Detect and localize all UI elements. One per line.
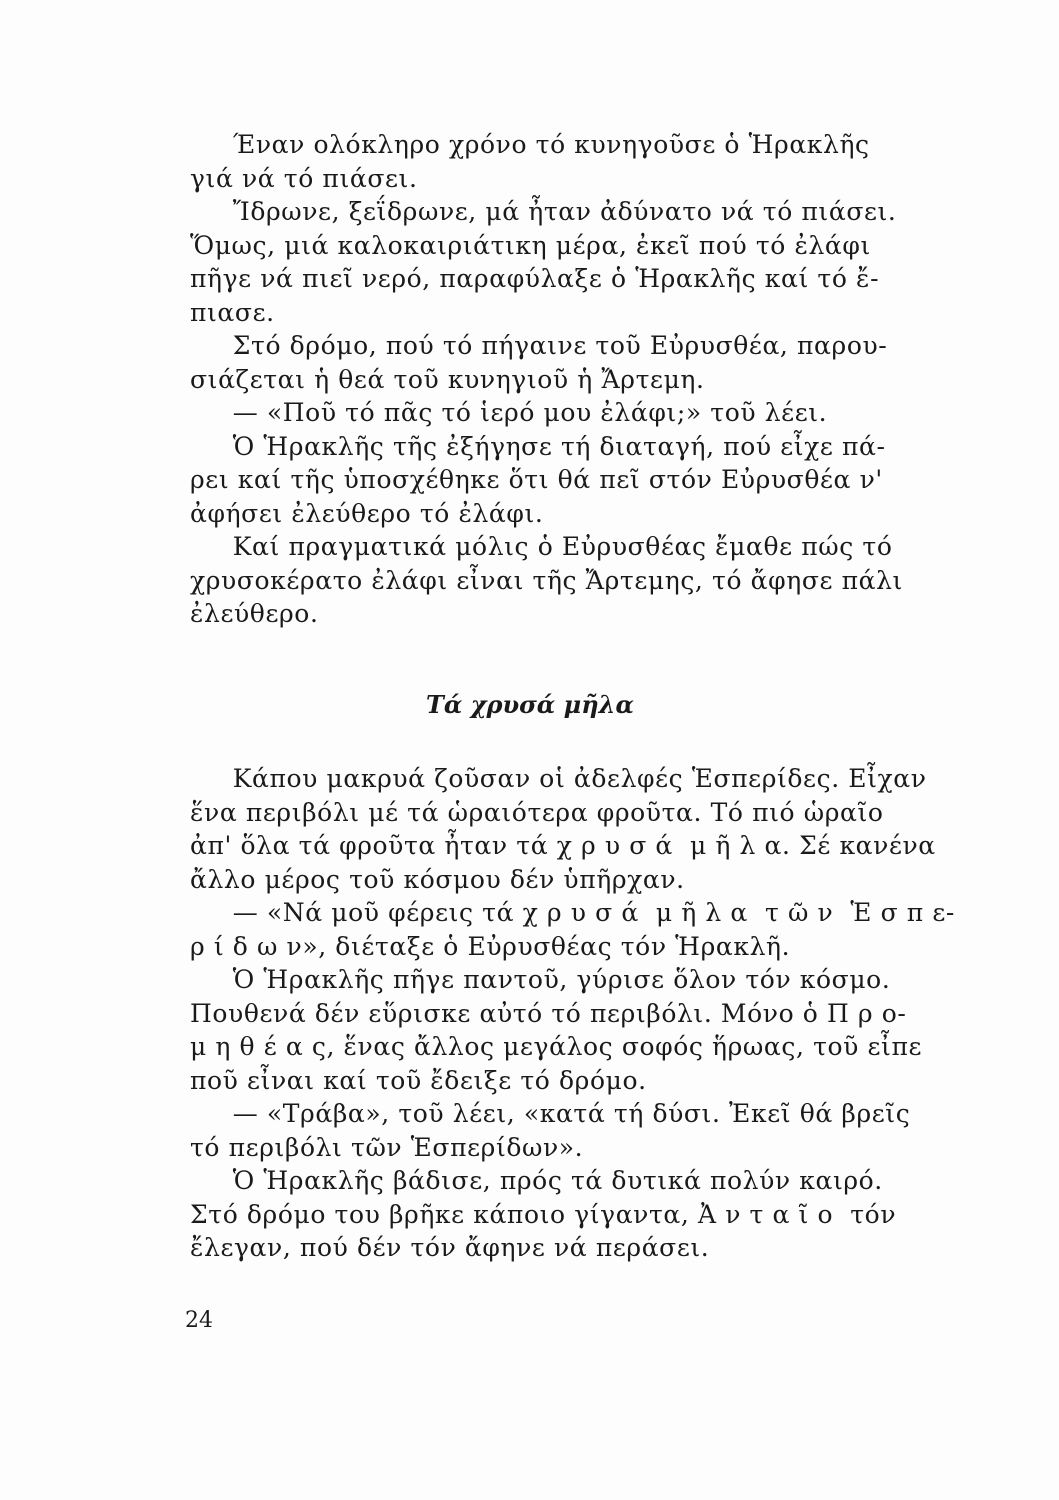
section-heading: Τά χρυσά μῆλα: [426, 690, 634, 719]
paragraph-block-golden-apples: [190, 762, 1020, 1265]
text-line: — «Ποῦ τό πᾶς τό ἱερό μου ἐλάφι;» τοῦ λέει.: [190, 398, 828, 427]
text-line: γιά νά τό πιάσει.: [190, 163, 418, 193]
text-line: Ἴδρωνε, ξεΐδρωνε, μά ἦταν ἀδύνατο νά τό πιάσει.: [190, 197, 897, 226]
text-line: Στό δρόμο του βρῆκε κάποιο γίγαντα, Ἀ ν τ α ῖ ο τόν: [190, 1199, 897, 1229]
text-line: Κάπου μακρυά ζοῦσαν οἱ ἀδελφές Ἑσπερίδες. Εἶχαν: [190, 764, 927, 793]
text-line: ἔλεγαν, πού δέν τόν ἄφηνε νά περάσει.: [190, 1233, 710, 1262]
text-line: Πουθενά δέν εὕρισκε αὐτό τό περιβόλι. Μόνο ὁ Π ρ ο-: [190, 998, 907, 1028]
text-line: ἀφήσει ἐλεύθερο τό ἐλάφι.: [190, 498, 544, 528]
text-line: τό περιβόλι τῶν Ἑσπερίδων».: [190, 1132, 584, 1162]
text-line: Ὁ Ἡρακλῆς πῆγε παντοῦ, γύρισε ὅλον τόν κόσμο.: [190, 965, 891, 994]
text-line: Ὁ Ἡρακλῆς τῆς ἐξήγησε τή διαταγή, πού εἶχε πά-: [190, 431, 886, 461]
text-line: ἄλλο μέρος τοῦ κόσμου δέν ὑπῆρχαν.: [190, 864, 685, 894]
text-line: ρει καί τῆς ὑποσχέθηκε ὅτι θά πεῖ στόν Εὐρυσθέα ν': [190, 465, 883, 494]
text-line: χρυσοκέρατο ἐλάφι εἶναι τῆς Ἄρτεμης, τό ἄφησε πάλι: [190, 565, 903, 595]
text-line: Ὁ Ἡρακλῆς βάδισε, πρός τά δυτικά πολύν καιρό.: [190, 1166, 883, 1195]
text-line: πιασε.: [190, 297, 275, 327]
text-line: πῆγε νά πιεῖ νερό, παραφύλαξε ὁ Ἡρακλῆς καί τό ἔ-: [190, 264, 880, 293]
text-line: ρ ί δ ω ν», διέταξε ὁ Εὐρυσθέας τόν Ἡρακλῆ.: [190, 931, 791, 961]
page-number: 24: [185, 1308, 213, 1333]
text-line: Στό δρόμο, πού τό πήγαινε τοῦ Εὐρυσθέα, παρου-: [190, 331, 888, 360]
text-line: ἕνα περιβόλι μέ τά ὡραιότερα φροῦτα. Τό πιό ὡραῖο: [190, 797, 884, 827]
text-line: Έναν ολόκληρο χρόνο τό κυνηγοῦσε ὁ Ἡρακλῆς: [190, 130, 870, 159]
paragraph-block-golden-hind: [190, 128, 1020, 631]
text-line: — «Νά μοῦ φέρεις τά χ ρ υ σ ά μ ῆ λ α τ ῶ ν Ἑ σ π ε-: [190, 898, 955, 927]
text-line: Καί πραγματικά μόλις ὁ Εὐρυσθέας ἔμαθε πώς τό: [190, 532, 893, 561]
text-line: σιάζεται ἡ θεά τοῦ κυνηγιοῦ ἡ Ἄρτεμη.: [190, 364, 705, 394]
text-line: ἐλεύθερο.: [190, 599, 319, 628]
text-line: ἀπ' ὅλα τά φροῦτα ἦταν τά χ ρ υ σ ά μ ῆ λ α. Σέ κανένα: [190, 831, 936, 860]
text-line: μ η θ έ α ς, ἕνας ἄλλος μεγάλος σοφός ἥρωας, τοῦ εἶπε: [190, 1032, 923, 1061]
text-line: Ὅμως, μιά καλοκαιριάτικη μέρα, ἐκεῖ πού τό ἐλάφι: [190, 230, 871, 260]
text-line: — «Τράβα», τοῦ λέει, «κατά τή δύσι. Ἐκεῖ θά βρεῖς: [190, 1099, 911, 1128]
text-line: ποῦ εἶναι καί τοῦ ἔδειξε τό δρόμο.: [190, 1065, 647, 1095]
